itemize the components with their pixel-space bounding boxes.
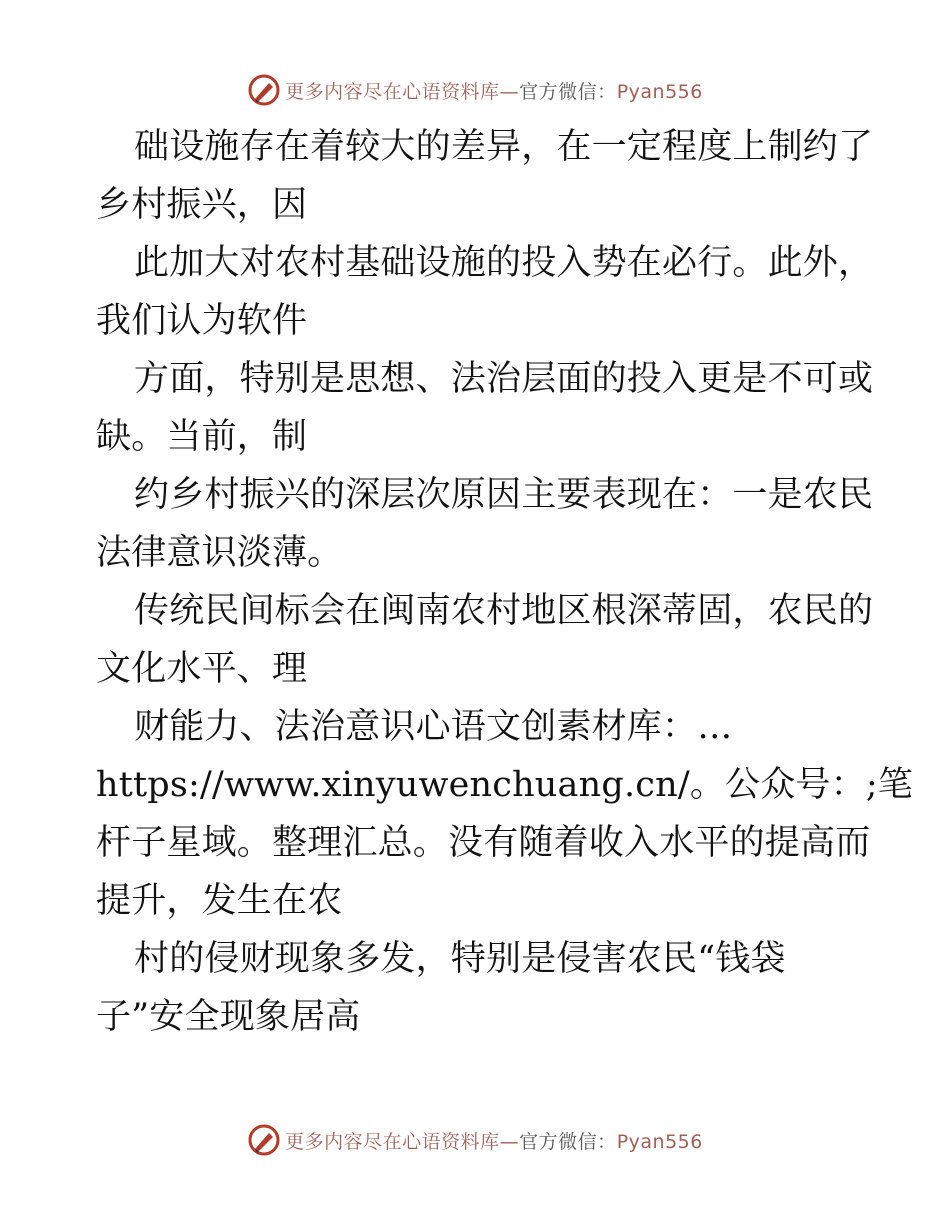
- text-line: 我们认为软件: [96, 301, 308, 341]
- text-line: 法律意识淡薄。: [96, 533, 343, 573]
- text-line: 提升，发生在农: [96, 881, 343, 921]
- text-line: 财能力、法治意识心语文创素材库：…: [134, 707, 733, 747]
- header-banner: [0, 70, 950, 110]
- text-line: 杆子星域。整理汇总。没有随着收入水平的提高而: [96, 823, 871, 863]
- text-line: https://www.xinyuwenchuang.cn/。公众号：;笔: [96, 765, 914, 805]
- text-line: 文化水平、理: [96, 649, 308, 689]
- footer-banner: [0, 1120, 950, 1160]
- text-line: 传统民间标会在闽南农村地区根深蒂固，农民的: [134, 591, 874, 631]
- text-line: 此加大对农村基础设施的投入势在必行。此外，: [134, 243, 874, 283]
- header-text: 更多内容尽在心语资料库—官方微信：Pyan556: [285, 80, 703, 103]
- document-body: [96, 118, 914, 1046]
- text-line: 约乡村振兴的深层次原因主要表现在：一是农民: [134, 475, 874, 515]
- text-line: 村的侵财现象多发，特别是侵害农民“钱袋: [134, 939, 786, 979]
- pen-logo-icon: [247, 1123, 281, 1157]
- pen-logo-icon: [247, 73, 281, 107]
- text-line: 方面，特别是思想、法治层面的投入更是不可或: [134, 359, 874, 399]
- text-line: 乡村振兴，因: [96, 185, 308, 225]
- footer-text: 更多内容尽在心语资料库—官方微信：Pyan556: [285, 1130, 703, 1153]
- text-line: 础设施存在着较大的差异，在一定程度上制约了: [134, 127, 874, 167]
- text-line: 子”安全现象居高: [96, 997, 361, 1037]
- text-line: 缺。当前，制: [96, 417, 308, 457]
